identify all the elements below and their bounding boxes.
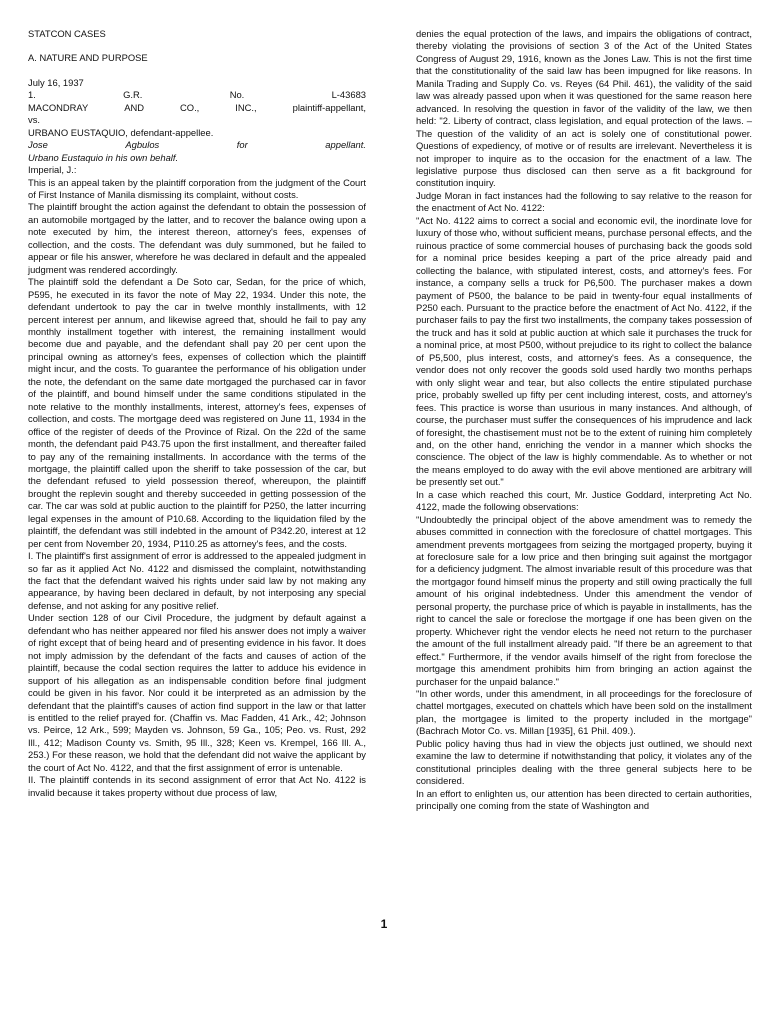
plaintiff-line bbox=[28, 102, 366, 114]
page-number: 1 bbox=[380, 917, 388, 931]
section-heading: A. NATURE AND PURPOSE bbox=[28, 52, 148, 64]
paragraph: "Undoubtedly the principal object of the above amendment was to remedy the abuses committed in connection with the foreclosure of chattel mortgages. This amendment prevents mortgagees from seizing the mortgaged property, buying it at foreclosure sale for a low price and then bringing suit against the mortgagor for a deficiency judgment. The almost invariable result of this procedure was that the mortgagor found himself minus the property and still owing practically the full amount of his original indebtedness. Under this amendment the vendor of personal property, the purchase price of which is payable in installments, has the right to cancel the sale or foreclose the mortgage if one has been given on the property. Whichever right the vendor elects he need not return to the purchaser the amount of the full installment already paid. "If there be an agreement to that effect." Furthermore, if the vendor avails himself of the right from foreclose the mortgage this amendment prohibits him from bringing an action against the purchaser for the unpaid balance." bbox=[416, 513, 752, 687]
gr-item: No. bbox=[229, 89, 245, 101]
plaintiff-word: plaintiff-appellant, bbox=[292, 101, 366, 113]
paragraph: "Act No. 4122 aims to correct a social and economic evil, the inordinate love for luxury of those who, without sufficient means, purchase personal effects, and the ruinous practice of some commercial houses of purchasing back the goods sold for a nominal price besides keeping a part of the price already paid and collecting the balance, with stipulated interest, costs, and attorney's fees. For instance, a company sells a truck for P6,500. The purchaser makes a down payment of P500, the balance to be paid in twenty-four equal installments of P250 each. Pursuant to the practice before the enactment of Act No. 4122, if the purchaser fails to pay the first two installments, the company takes possession of the truck and has it sold at public auction at which sale it purchases the truck for a nominal price, at most P500, without prejudice to its right to collect the balance of P5,500, plus interest, costs, and attorney's fees. As a consequence, the vendor does not only recover the goods sold used hardly two months perhaps with only slight wear and tear, but also collects the entire stipulated purchase price, probably swelled up fifty per cent including interest, costs, and attorney's fees. This practice is worse than usurious in many instances. And although, of course, the purchaser must suffer the consequences of his imprudence and lack of foresight, the chastisement must not be to the extent of ruining him completely and, on the other hand, enriching the vendor in a manner which shocks the conscience. The object of the law is highly commendable. As to whether or not the means employed to do away with the evil above mentioned are arbitrary will be presently set out." bbox=[416, 214, 752, 488]
paragraph: In an effort to enlighten us, our attention has been directed to certain authorities, principally one coming from the state of Washington and bbox=[416, 787, 752, 812]
right-column bbox=[416, 28, 752, 813]
gr-item: 1. bbox=[28, 89, 36, 101]
counsel-line bbox=[28, 139, 366, 151]
counsel-line-2: Urbano Eustaquio in his own behalf. bbox=[28, 151, 179, 163]
paragraph: The plaintiff sold the defendant a De Soto car, Sedan, for the price of which, P595, he executed in its favor the note of May 22, 1934. Under this note, the defendant undertook to pay the car in twelve monthly installments, with 12 percent interest per annum, and likewise agreed that, should he fail to pay any monthly installment together with interest, the remaining installment would become due and payable, and the defendant shall pay 20 per cent upon the principal owning as attorney's fees, expenses of collection which the plaintiff might incur, and the costs. To guarantee the performance of his obligation under the note, the defendant on the same date mortgaged the purchased car in favor of the plaintiff, and bound himself under the same conditions stipulated in the note relative to the monthly installments, interest, attorney's fees, expenses of collection, and costs. The mortgage deed was registered on June 11, 1934 in the office of the register of deeds of the Province of Rizal. On the 22d of the same month, the defendant paid P43.75 upon the first installment, and thereafter failed to pay any of the remaining installments. In accordance with the terms of the mortgage, the plaintiff called upon the sheriff to take possession of the car, but the defendant refused to yield possession thereof, whereupon, the plaintiff brought the replevin sought and thereby succeeded in getting possession of the car. The car was sold at public auction to the plaintiff for P250, the latter incurring legal expenses in the amount of P10.68. According to the liquidation filed by the plaintiff, the defendant was still indebted in the amount of P342.20, interest at 12 per cent from November 20, 1934, P110.25 as attorney's fees, and the costs. bbox=[28, 276, 366, 549]
counsel-word: for bbox=[236, 139, 248, 151]
paragraph: Public policy having thus had in view the objects just outlined, we should next examine the law to determine if notwithstanding that policy, it violates any of the constitutional principles dealing with the three general subjects here to be considered. bbox=[416, 737, 752, 787]
plaintiff-word: MACONDRAY bbox=[28, 101, 89, 113]
plaintiff-word: INC., bbox=[235, 101, 257, 113]
paragraph: I. The plaintiff's first assignment of error is addressed to the appealed judgment in so far as it applied Act No. 4122 and dismissed the complaint, notwithstanding the fact that the defendant waived his rights under said law by not making any appearance, by having been declared in default, by not interposing any special defense, and not asking for any positive relief. bbox=[28, 550, 366, 611]
counsel-word: Jose bbox=[28, 139, 48, 151]
collection-title: STATCON CASES bbox=[28, 28, 106, 39]
decision-date: July 16, 1937 bbox=[28, 76, 84, 88]
defendant-line: URBANO EUSTAQUIO, defendant-appellee. bbox=[28, 126, 214, 138]
gr-item: G.R. bbox=[123, 89, 143, 101]
paragraph: II. The plaintiff contends in its second assignment of error that Act No. 4122 is invalid because it takes property without due process of law, bbox=[28, 774, 366, 798]
paragraph: This is an appeal taken by the plaintiff corporation from the judgment of the Court of First Instance of Manila dismissing its complaint, without costs. bbox=[28, 176, 366, 200]
gr-number-line bbox=[28, 89, 366, 101]
paragraph: The plaintiff brought the action against the defendant to obtain the possession of an automobile mortgaged by the latter, and to recover the balance owing upon a note executed by him, the interest thereon, attorney's fees, expenses of collection, and the costs. The defendant was duly summoned, but he failed to appear or file his answer, wherefore he was declared in default and the appealed judgment was rendered accordingly. bbox=[28, 201, 366, 275]
paragraph: Judge Moran in fact instances had the following to say relative to the reason for the enactment of Act No. 4122: bbox=[416, 189, 752, 214]
ponente: Imperial, J.: bbox=[28, 164, 77, 176]
plaintiff-word: AND bbox=[124, 101, 145, 113]
plaintiff-word: CO., bbox=[180, 101, 200, 113]
paragraph: denies the equal protection of the laws, and impairs the obligations of contract, thereby violating the provisions of section 3 of the Act of the United States Congress of August 29, 1916, known as the Jones Law. This is not the first time that the constitutionality of the said law has been impugned for like reasons. In Manila Trading and Supply Co. vs. Reyes (64 Phil. 461), the validity of the said law was already passed upon when it was questioned for the same reason here advanced. In resolving the question in favor of the validity of the law, we then held: "2. Liberty of contract, class legislation, and equal protection of the laws. – The question of the validity of an act is solely one of constitutional power. Questions of expediency, of motive or of results are irrelevant. Nevertheless it is not improper to inquire as to the occasion for the enactment of a law. The legislative purpose thus disclosed can then serve as a fit background for constitution inquiry. bbox=[416, 28, 752, 189]
left-column bbox=[28, 28, 366, 799]
counsel-word: Agbulos bbox=[125, 139, 160, 151]
gr-item: L-43683 bbox=[331, 89, 366, 101]
paragraph: Under section 128 of our Civil Procedure, the judgment by default against a defendant who has neither appeared nor filed his answer does not imply a waiver of right except that of being heard and of presenting evidence in his favor. It does not imply admission by the defendant of the facts and causes of action of the plaintiff, because the codal section requires the latter to adduce his evidence in support of his allegation as an indispensable condition before final judgment could be given in his favor. Nor could it be interpreted as an admission by the defendant that the plaintiff's causes of action find support in the law or that latter is entitled to the relief prayed for. (Chaffin vs. Mac Fadden, 41 Ark., 42; Johnson vs. Peirce, 12 Ark., 599; Mayden vs. Johnson, 59 Ga., 105; Peo. vs. Rust, 292 Ill., 412; Madison County vs. Smith, 95 Ill., 328; Keen vs. Krempel, 166 Ill. A., 253.) For these reason, we hold that the defendant did not waive the applicant by the court of Act No. 4122, and that the first assignment of error is untenable. bbox=[28, 612, 366, 773]
versus: vs. bbox=[28, 114, 40, 126]
paragraph: In a case which reached this court, Mr. Justice Goddard, interpreting Act No. 4122, made the following observations: bbox=[416, 488, 752, 513]
paragraph: "In other words, under this amendment, in all proceedings for the foreclosure of chattel mortgages, executed on chattels which have been sold on the installment plan, the mortgagee is limited to the property included in the mortgage" (Bachrach Motor Co. vs. Millan [1935], 61 Phil. 409.). bbox=[416, 688, 752, 737]
counsel-word: appellant. bbox=[325, 139, 366, 151]
